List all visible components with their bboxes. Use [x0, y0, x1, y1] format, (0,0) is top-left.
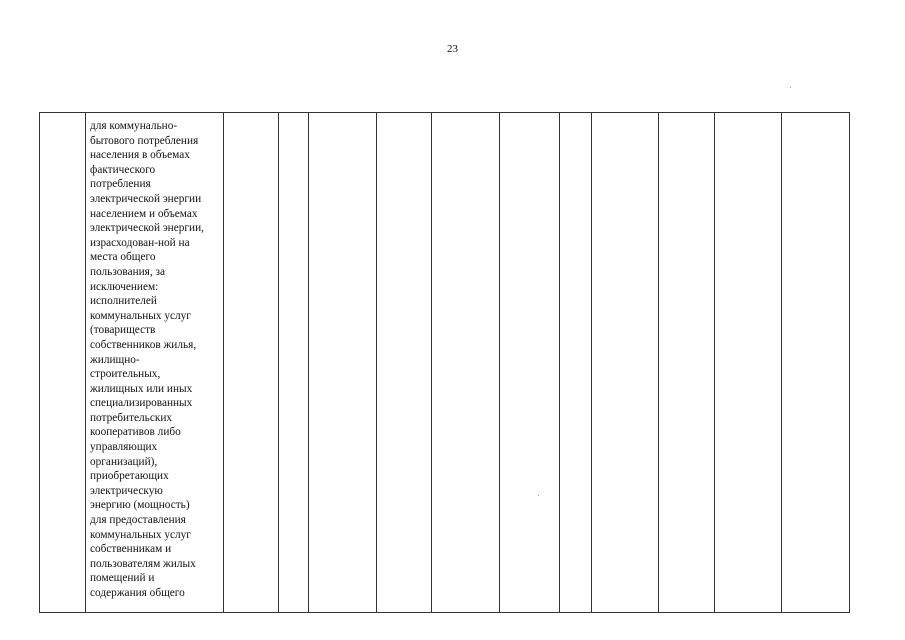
- value-cell: [500, 113, 560, 613]
- value-cell: [279, 113, 309, 613]
- scan-speck: [790, 87, 791, 88]
- value-cell: [560, 113, 592, 613]
- value-cell: [224, 113, 279, 613]
- value-cell: [715, 113, 782, 613]
- value-cell: [309, 113, 377, 613]
- page-number: 23: [447, 43, 458, 55]
- table-row: [40, 113, 850, 613]
- value-cell: [782, 113, 850, 613]
- value-cell: [377, 113, 432, 613]
- scan-speck: [538, 495, 539, 496]
- row-number-cell: [40, 113, 86, 613]
- value-cell: [432, 113, 500, 613]
- description-cell: для коммунально- бытового потребления населения в объемах фактического потребления электрической энергии населением и объемах электрической энергии, израсходован-ной на места общего пользования, за исключением: исполнителей коммунальных услуг (товариществ собственников жилья, жилищно- строительных, жилищных или иных специализированных потребительских кооперативов либо управляющих организаций), приобретающих электрическую энергию (мощность) для предоставления коммунальных услуг собственникам и пользователям жилых помещений и содержания общего: [86, 113, 224, 613]
- value-cell: [659, 113, 715, 613]
- value-cell: [592, 113, 659, 613]
- tariff-table: [39, 112, 850, 613]
